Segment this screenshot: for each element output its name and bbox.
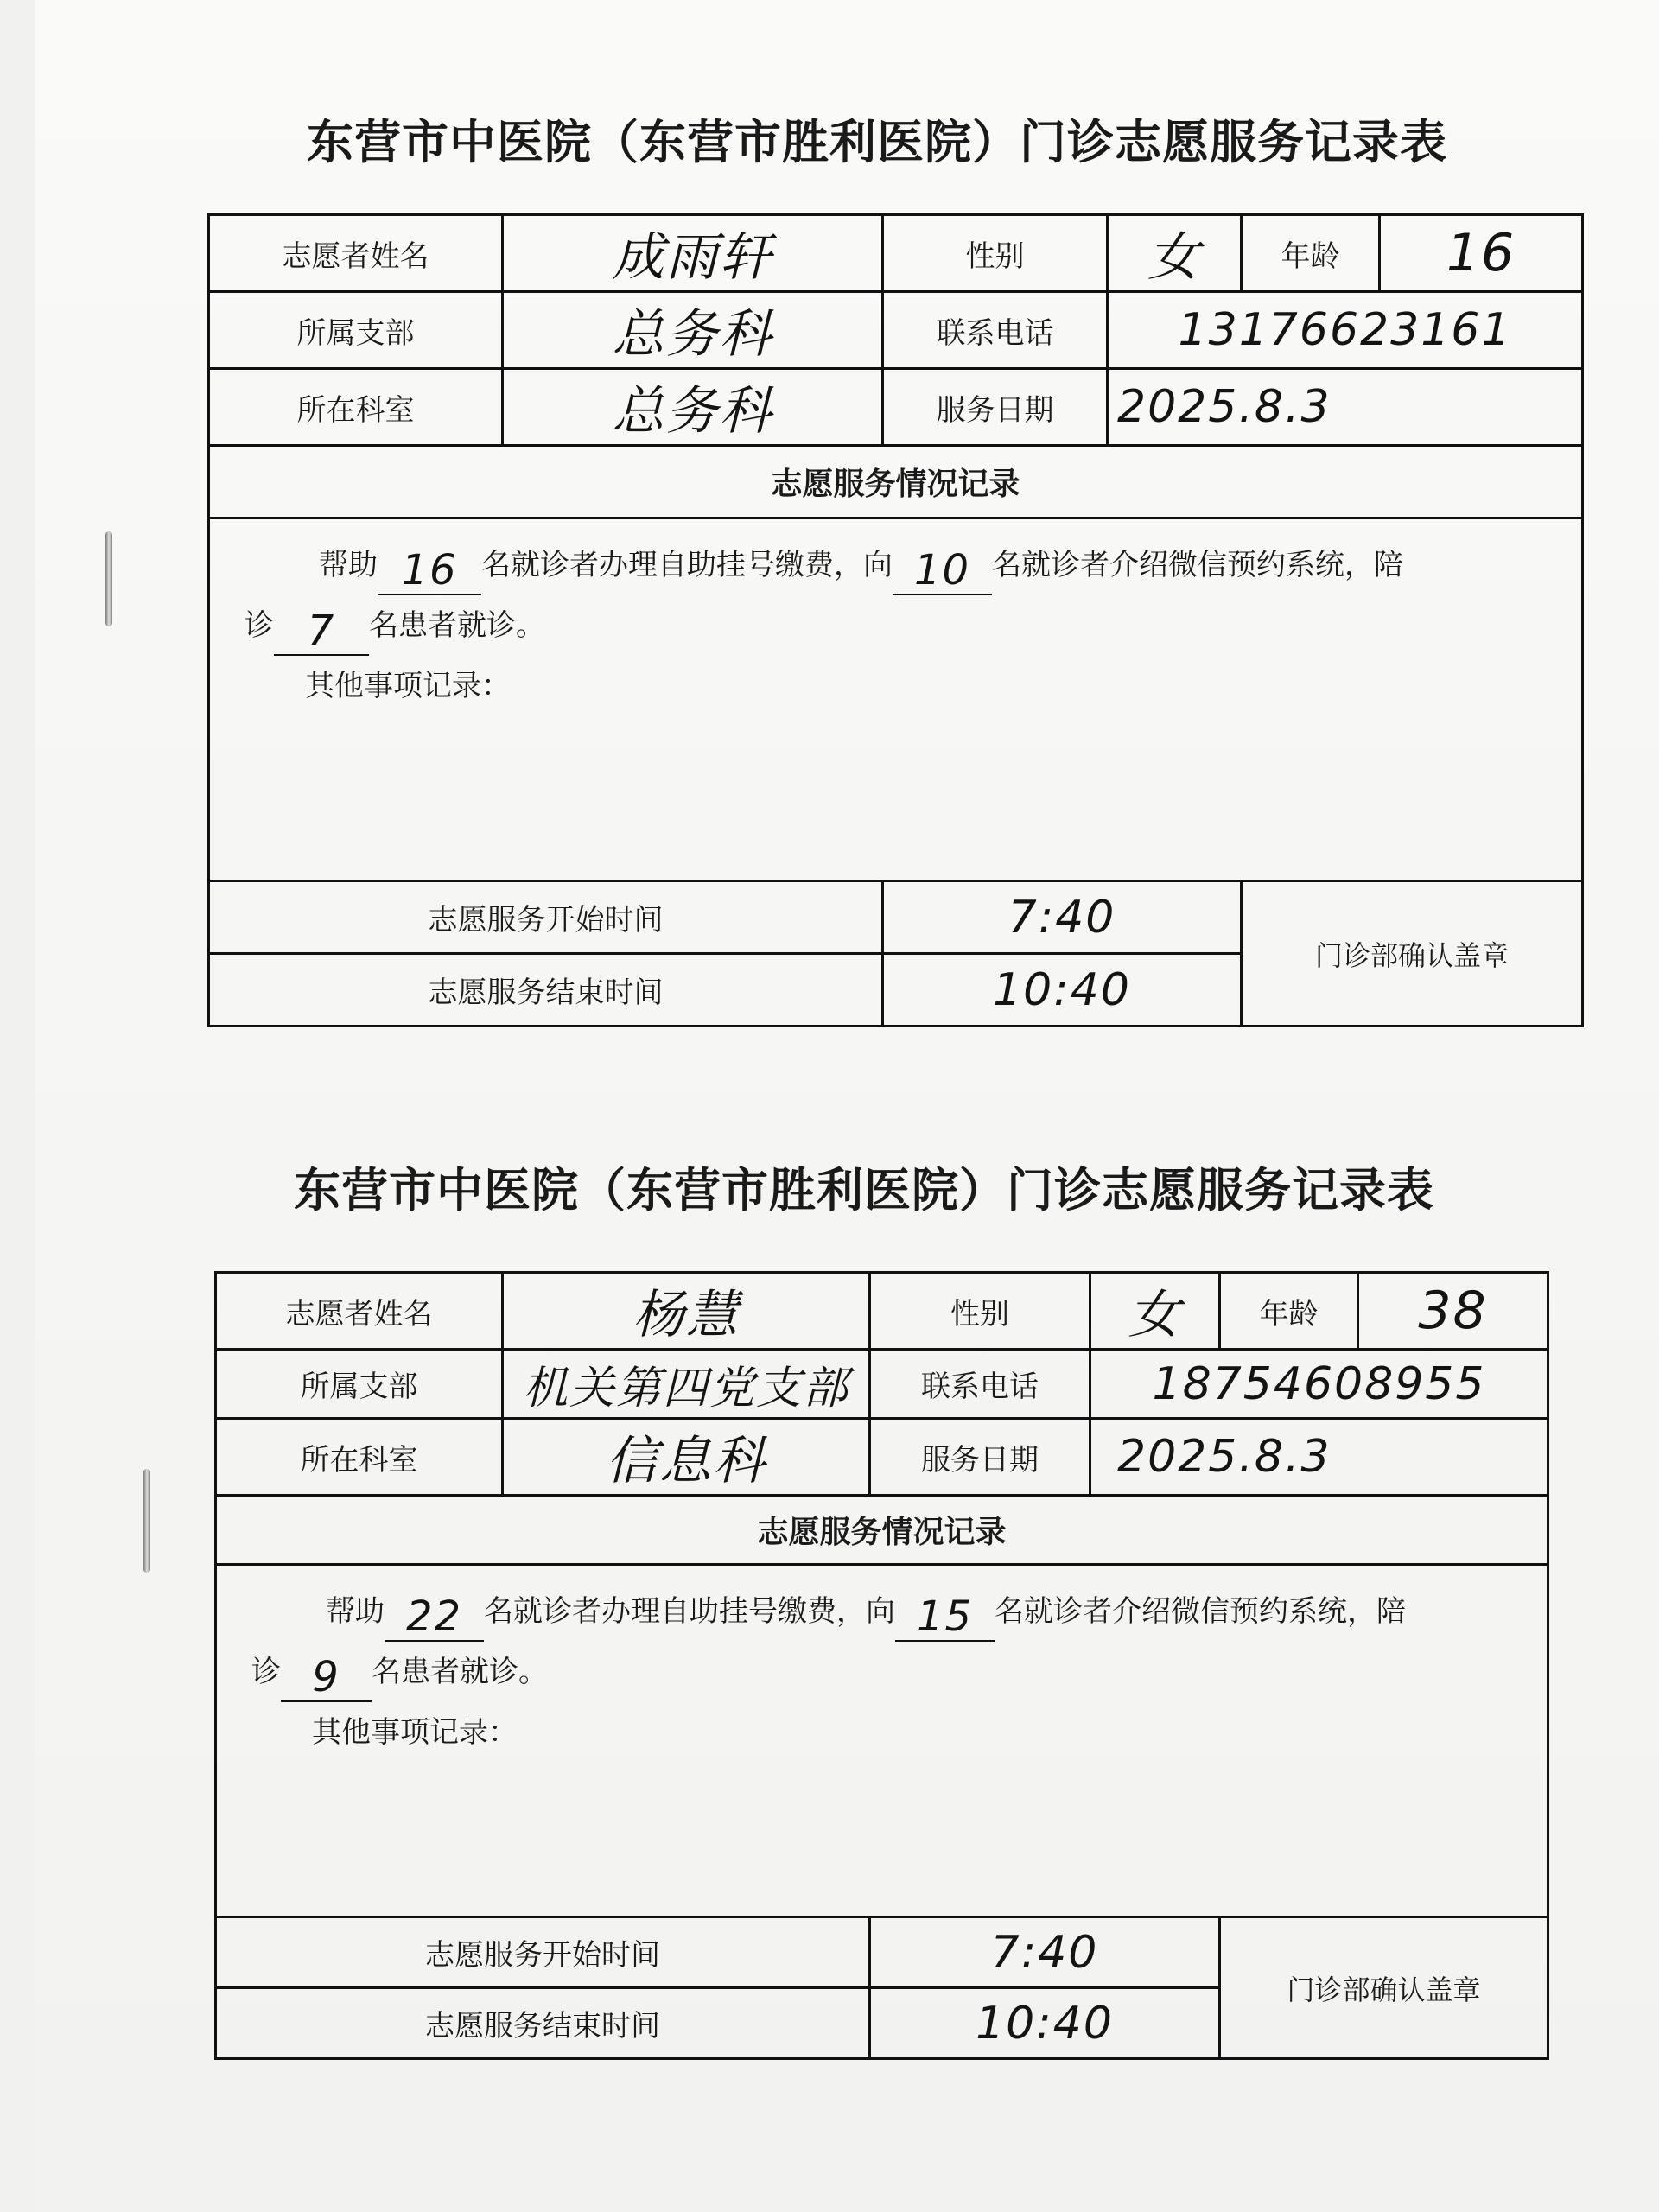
age-label: 年龄 [1220,1273,1358,1350]
gender-handwriting: 女 [1128,1285,1182,1345]
end-time-handwriting: 10:40 [993,963,1131,1016]
phone-label: 联系电话 [870,1350,1090,1419]
age-value[interactable] [1358,1273,1548,1350]
branch-handwriting: 总务科 [612,304,773,365]
department-value[interactable] [503,1419,870,1496]
start-time-label: 志愿服务开始时间 [216,1917,870,1988]
branch-label: 所属支部 [216,1350,503,1419]
end-time-handwriting: 10:40 [976,1997,1114,2050]
age-label: 年龄 [1242,215,1380,292]
service-date-label: 服务日期 [883,369,1108,446]
other-notes-label: 其他事项记录： [312,1715,518,1750]
form-title: 东营市中医院（东营市胜利医院）门诊志愿服务记录表 [307,114,1447,169]
gender-label: 性别 [883,215,1108,292]
phone-label: 联系电话 [883,292,1108,369]
branch-value[interactable] [503,1350,870,1419]
section-heading: 志愿服务情况记录 [209,446,1583,518]
branch-handwriting: 机关第四党支部 [522,1363,849,1414]
volunteer-record-form-2 [35,0,1659,2212]
department-handwriting: 信息科 [606,1431,766,1491]
other-notes-label: 其他事项记录： [305,669,511,703]
end-time-value[interactable] [870,1988,1220,2059]
service-record-body [216,1565,1548,1917]
service-date-handwriting: 2025.8.3 [1117,381,1332,433]
end-time-label: 志愿服务结束时间 [209,954,883,1027]
accompany-count: 9 [312,1653,340,1701]
wechat-count: 15 [916,1592,974,1641]
section-heading: 志愿服务情况记录 [216,1496,1548,1565]
phone-handwriting: 18754608955 [1152,1357,1486,1410]
service-date-label: 服务日期 [870,1419,1090,1496]
start-time-value[interactable] [870,1917,1220,1988]
phone-handwriting: 13176623161 [1178,304,1512,356]
service-record-line-1: 帮助 16 名就诊者办理自助挂号缴费，向 10 名就诊者介绍微信预约系统，陪 [319,546,1403,594]
gender-handwriting: 女 [1147,227,1201,288]
gender-label: 性别 [870,1273,1090,1350]
service-record-line-2: 诊 9 名患者就诊。 [251,1653,548,1701]
stamp-confirm-label: 门诊部确认盖章 [1220,1917,1548,2059]
name-handwriting: 成雨轩 [612,227,773,288]
paper-page [35,0,1659,2212]
department-label: 所在科室 [216,1419,503,1496]
service-record-line-1: 帮助 22 名就诊者办理自助挂号缴费，向 15 名就诊者介绍微信预约系统，陪 [326,1592,1406,1641]
accompany-count: 7 [307,607,336,655]
start-time-handwriting: 7:40 [990,1926,1099,1979]
record-table [214,1271,1549,2060]
helped-count: 16 [401,546,458,594]
wechat-count: 10 [913,546,971,594]
stamp-confirm-label: 门诊部确认盖章 [1242,881,1583,1027]
name-label: 志愿者姓名 [209,215,503,292]
helped-count-blank[interactable] [385,1592,484,1642]
name-label: 志愿者姓名 [216,1273,503,1350]
service-date-value[interactable] [1090,1419,1548,1496]
name-value[interactable] [503,1273,870,1350]
name-handwriting: 杨慧 [632,1285,740,1345]
helped-count: 22 [405,1592,463,1641]
start-time-label: 志愿服务开始时间 [209,881,883,954]
wechat-count-blank[interactable] [895,1592,995,1642]
accompany-count-blank[interactable] [281,1653,372,1702]
start-time-handwriting: 7:40 [1007,891,1116,944]
department-label: 所在科室 [209,369,503,446]
service-record-line-2: 诊 7 名患者就诊。 [245,607,545,655]
form-title: 东营市中医院（东营市胜利医院）门诊志愿服务记录表 [294,1162,1434,1217]
age-handwriting: 16 [1446,223,1516,283]
age-handwriting: 38 [1418,1281,1488,1341]
department-handwriting: 总务科 [612,381,773,442]
service-date-handwriting: 2025.8.3 [1117,1431,1332,1483]
branch-label: 所属支部 [209,292,503,369]
phone-value[interactable] [1090,1350,1548,1419]
gender-value[interactable] [1090,1273,1220,1350]
end-time-label: 志愿服务结束时间 [216,1988,870,2059]
